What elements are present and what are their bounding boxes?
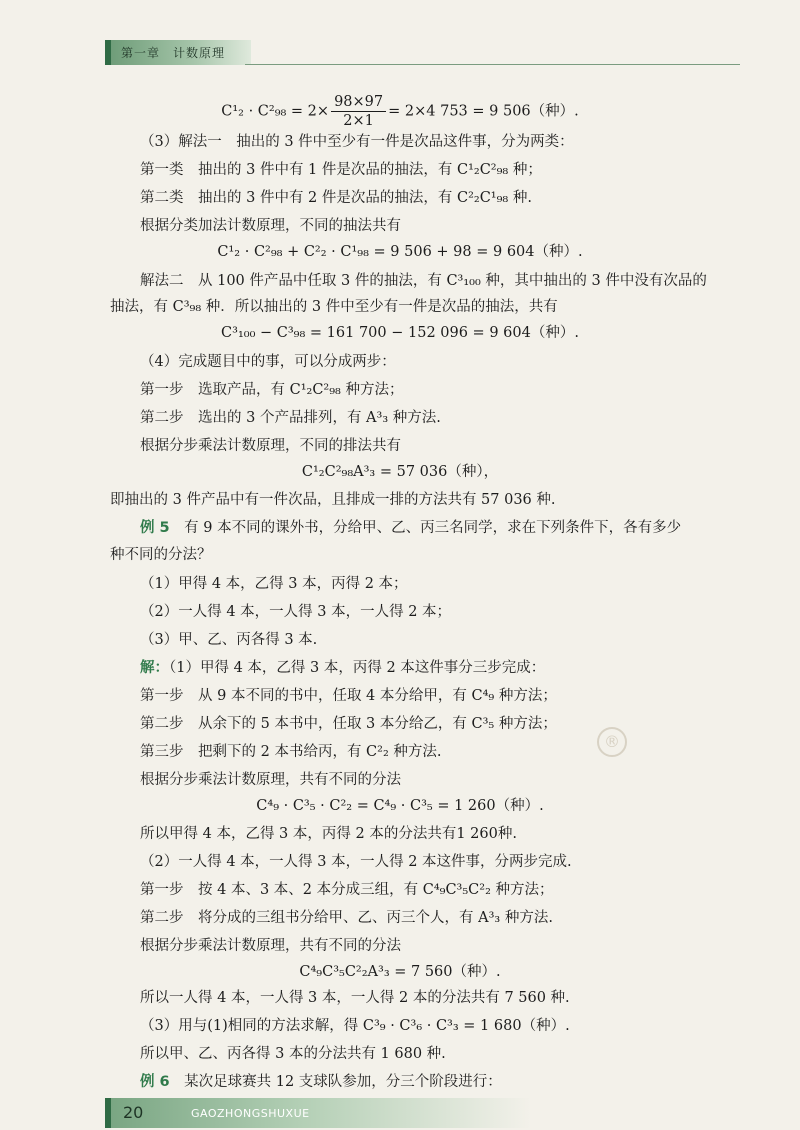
text-line: 所以甲、乙、丙各得 3 本的分法共有 1 680 种. bbox=[140, 1046, 446, 1062]
fraction-numerator: 98×97 bbox=[331, 93, 386, 112]
page-number: 20 bbox=[123, 1103, 144, 1122]
text-line: 第一步 选取产品，有 C¹₂C²₉₈ 种方法； bbox=[140, 382, 404, 398]
registered-mark-watermark: ® bbox=[597, 727, 627, 757]
example-6-line bbox=[140, 1072, 502, 1092]
fraction bbox=[331, 93, 386, 130]
equation-line: C⁴₉C³₅C²₂A³₃ = 7 560（种）. bbox=[299, 964, 501, 980]
text-line: 第一步 按 4 本、3 本、2 本分成三组，有 C⁴₉C³₅C²₂ 种方法； bbox=[140, 882, 554, 898]
example-6-label: 例 6 bbox=[140, 1074, 170, 1090]
text-line: （2）一人得 4 本，一人得 3 本，一人得 2 本这件事，分两步完成. bbox=[140, 854, 572, 870]
equation-line: C⁴₉ · C³₅ · C²₂ = C⁴₉ · C³₅ = 1 260（种）. bbox=[256, 798, 544, 814]
text-line: 第二步 从余下的 5 本书中，任取 3 本分给乙，有 C³₅ 种方法； bbox=[140, 716, 557, 732]
text-line: 第一步 从 9 本不同的书中，任取 4 本分给甲，有 C⁴₉ 种方法； bbox=[140, 688, 557, 704]
text-line: 即抽出的 3 件产品中有一件次品，且排成一排的方法共有 57 036 种. bbox=[110, 492, 556, 508]
chapter-header bbox=[105, 40, 251, 65]
text-line: （2）一人得 4 本，一人得 3 本，一人得 2 本； bbox=[140, 604, 452, 620]
solution-text: （1）甲得 4 本，乙得 3 本，丙得 2 本这件事分三步完成： bbox=[169, 660, 546, 676]
equation-1-left: C¹₂ · C²₉₈ = 2× bbox=[221, 103, 330, 120]
text-line: 抽法，有 C³₉₈ 种．所以抽出的 3 件中至少有一件是次品的抽法，共有 bbox=[110, 299, 558, 315]
text-line: 种不同的分法？ bbox=[110, 547, 212, 563]
text-line: （3）甲、乙、丙各得 3 本. bbox=[140, 632, 318, 648]
equation-line: C¹₂ · C²₉₈ + C²₂ · C¹₉₈ = 9 506 + 98 = 9 604（种）. bbox=[217, 244, 583, 260]
text-line: 根据分步乘法计数原理，不同的排法共有 bbox=[140, 438, 401, 454]
text-line: （3）解法一 抽出的 3 件中至少有一件是次品这件事，分为两类： bbox=[140, 134, 574, 150]
text-line: 第二步 选出的 3 个产品排列，有 A³₃ 种方法. bbox=[140, 410, 441, 426]
equation-1-right: = 2×4 753 = 9 506（种）. bbox=[388, 103, 579, 120]
header-rule bbox=[245, 64, 740, 65]
text-line: 所以一人得 4 本，一人得 3 本，一人得 2 本的分法共有 7 560 种. bbox=[140, 990, 570, 1006]
example-5-label: 例 5 bbox=[140, 520, 170, 536]
text-line: 第二类 抽出的 3 件中有 2 件是次品的抽法，有 C²₂C¹₉₈ 种. bbox=[140, 190, 532, 206]
equation-line: C¹₂C²₉₈A³₃ = 57 036（种）， bbox=[301, 464, 499, 480]
text-line: 第二步 将分成的三组书分给甲、乙、丙三个人，有 A³₃ 种方法. bbox=[140, 910, 553, 926]
fraction-denominator: 2×1 bbox=[343, 113, 374, 129]
example-6-text: 某次足球赛共 12 支球队参加，分三个阶段进行： bbox=[184, 1074, 502, 1090]
equation-line: C³₁₀₀ − C³₉₈ = 161 700 − 152 096 = 9 604（种）. bbox=[221, 325, 579, 341]
footer-series-text: GAOZHONGSHUXUE bbox=[191, 1107, 310, 1120]
example-5-text: 有 9 本不同的课外书，分给甲、乙、丙三名同学，求在下列条件下，各有多少 bbox=[184, 520, 682, 536]
text-line: 第三步 把剩下的 2 本书给丙，有 C²₂ 种方法. bbox=[140, 744, 442, 760]
solution-label: 解： bbox=[140, 660, 169, 676]
text-line: （3）用与(1)相同的方法求解，得 C³₉ · C³₆ · C³₃ = 1 680（种）. bbox=[140, 1018, 570, 1034]
example-5-line bbox=[140, 518, 681, 538]
text-line: （4）完成题目中的事，可以分成两步： bbox=[140, 354, 396, 370]
text-line: 解法二 从 100 件产品中任取 3 件的抽法，有 C³₁₀₀ 种，其中抽出的 3 件中没有次品的 bbox=[140, 273, 707, 289]
text-line: 根据分步乘法计数原理，共有不同的分法 bbox=[140, 938, 401, 954]
solution-line bbox=[140, 658, 545, 678]
equation-1 bbox=[0, 93, 800, 130]
page-footer bbox=[105, 1098, 531, 1128]
chapter-title: 第一章 计数原理 bbox=[121, 46, 226, 60]
text-line: 根据分步乘法计数原理，共有不同的分法 bbox=[140, 772, 401, 788]
text-line: 第一类 抽出的 3 件中有 1 件是次品的抽法，有 C¹₂C²₉₈ 种； bbox=[140, 162, 542, 178]
text-line: （1）甲得 4 本，乙得 3 本，丙得 2 本； bbox=[140, 576, 408, 592]
text-line: 所以甲得 4 本，乙得 3 本，丙得 2 本的分法共有1 260种. bbox=[140, 826, 517, 842]
text-line: 根据分类加法计数原理，不同的抽法共有 bbox=[140, 218, 401, 234]
